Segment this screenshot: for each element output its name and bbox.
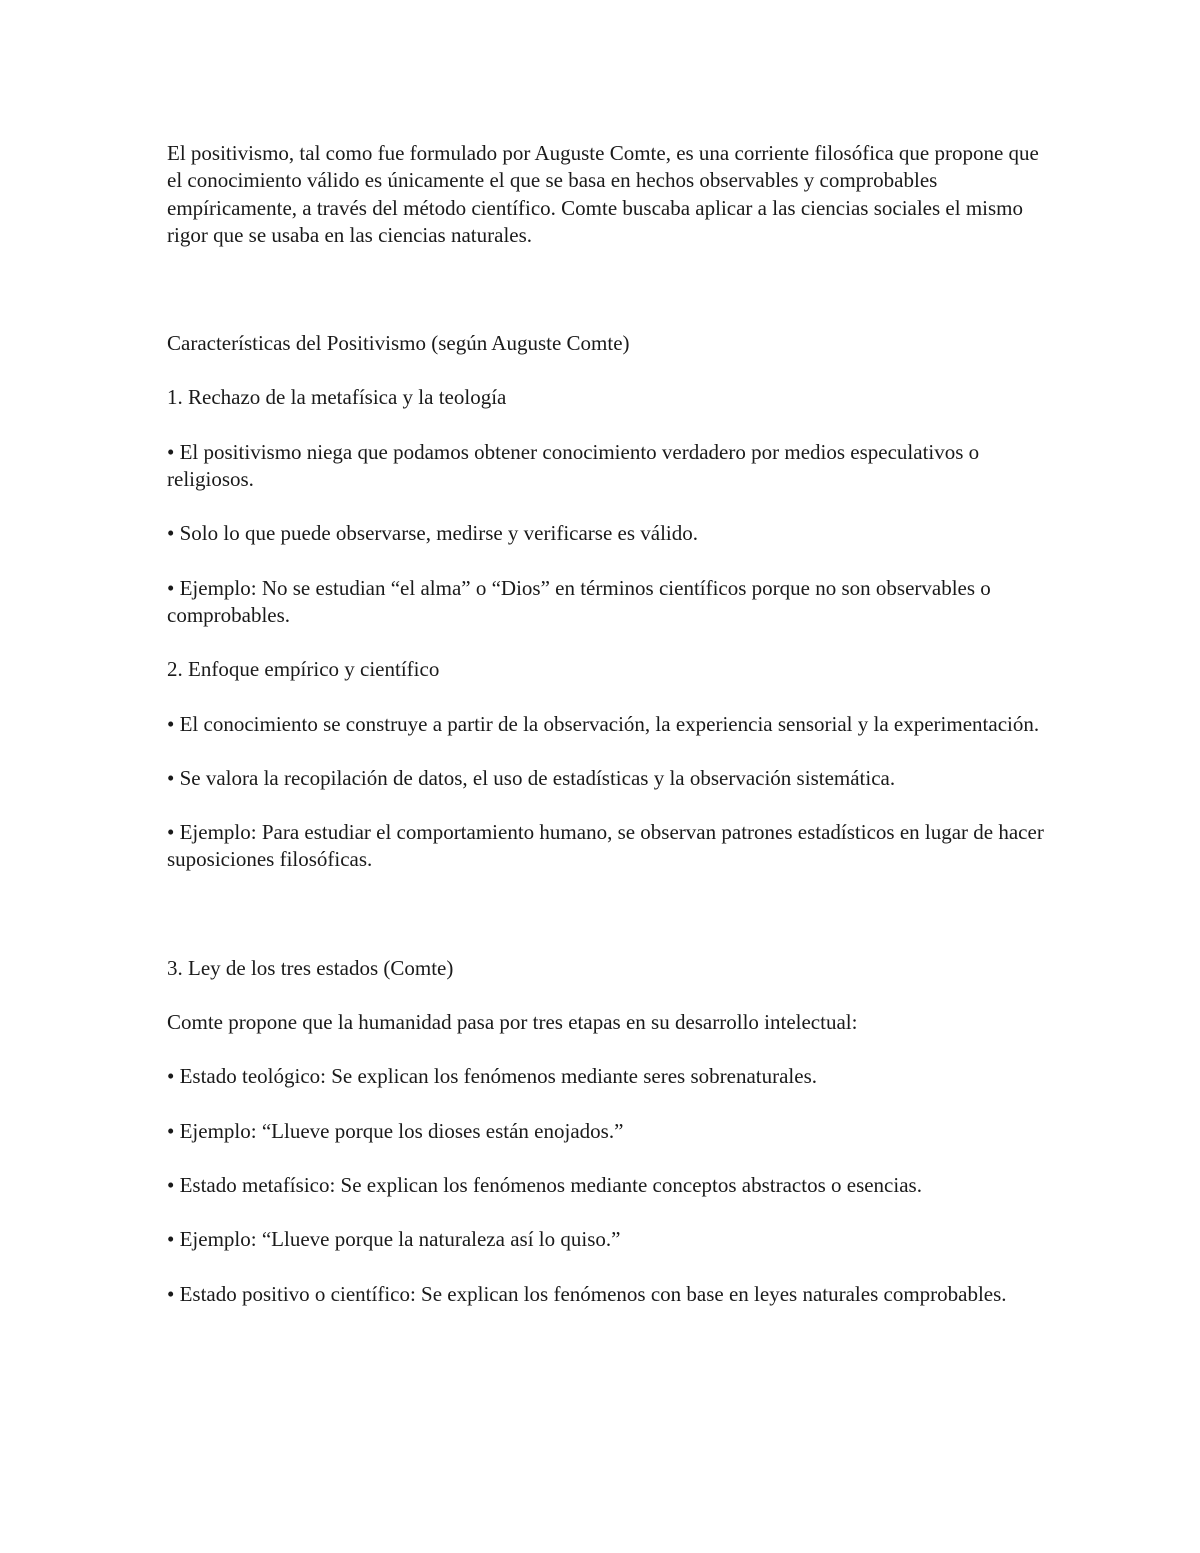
section3-bullet-4: • Ejemplo: “Llueve porque la naturaleza así lo quiso.” [167, 1227, 621, 1252]
section1-bullet-2: • Solo lo que puede observarse, medirse y verificarse es válido. [167, 521, 699, 546]
section2-bullet-1: • El conocimiento se construye a partir de la observación, la experiencia sensorial y la experimentación. [167, 711, 1040, 736]
section3-bullet-3: • Estado metafísico: Se explican los fenómenos mediante conceptos abstractos o esencias. [167, 1172, 922, 1197]
intro-paragraph: El positivismo, tal como fue formulado por Auguste Comte, es una corriente filosófica que propone que el conocimiento válido es únicamente el que se basa en hechos observables y comprobables empíricamente, a través del método científico. Comte buscaba aplicar a las ciencias sociales el mismo rigor que se usaba en las ciencias naturales. [167, 141, 1039, 247]
section3-bullet-5: • Estado positivo o científico: Se explican los fenómenos con base en leyes naturales comprobables. [167, 1281, 1007, 1306]
section3-bullet-1: • Estado teológico: Se explican los fenómenos mediante seres sobrenaturales. [167, 1064, 817, 1089]
section2-title: 2. Enfoque empírico y científico [167, 657, 440, 682]
section3-bullet-2: • Ejemplo: “Llueve porque los dioses están enojados.” [167, 1118, 624, 1143]
section1-bullet-3: • Ejemplo: No se estudian “el alma” o “Dios” en términos científicos porque no son observables o comprobables. [167, 575, 991, 627]
section-heading: Características del Positivismo (según Auguste Comte) [167, 331, 630, 356]
section1-bullet-1: • El positivismo niega que podamos obtener conocimiento verdadero por medios especulativos o religiosos. [167, 439, 980, 492]
section1-title: 1. Rechazo de la metafísica y la teología [167, 385, 507, 410]
section2-bullet-3: • Ejemplo: Para estudiar el comportamiento humano, se observan patrones estadísticos en lugar de hacer suposiciones filosóficas. [167, 820, 1044, 872]
document-body [167, 140, 1047, 1308]
section2-bullet-2: • Se valora la recopilación de datos, el uso de estadísticas y la observación sistemática. [167, 765, 896, 790]
section3-intro: Comte propone que la humanidad pasa por tres etapas en su desarrollo intelectual: [167, 1010, 858, 1035]
section3-title: 3. Ley de los tres estados (Comte) [167, 955, 454, 980]
